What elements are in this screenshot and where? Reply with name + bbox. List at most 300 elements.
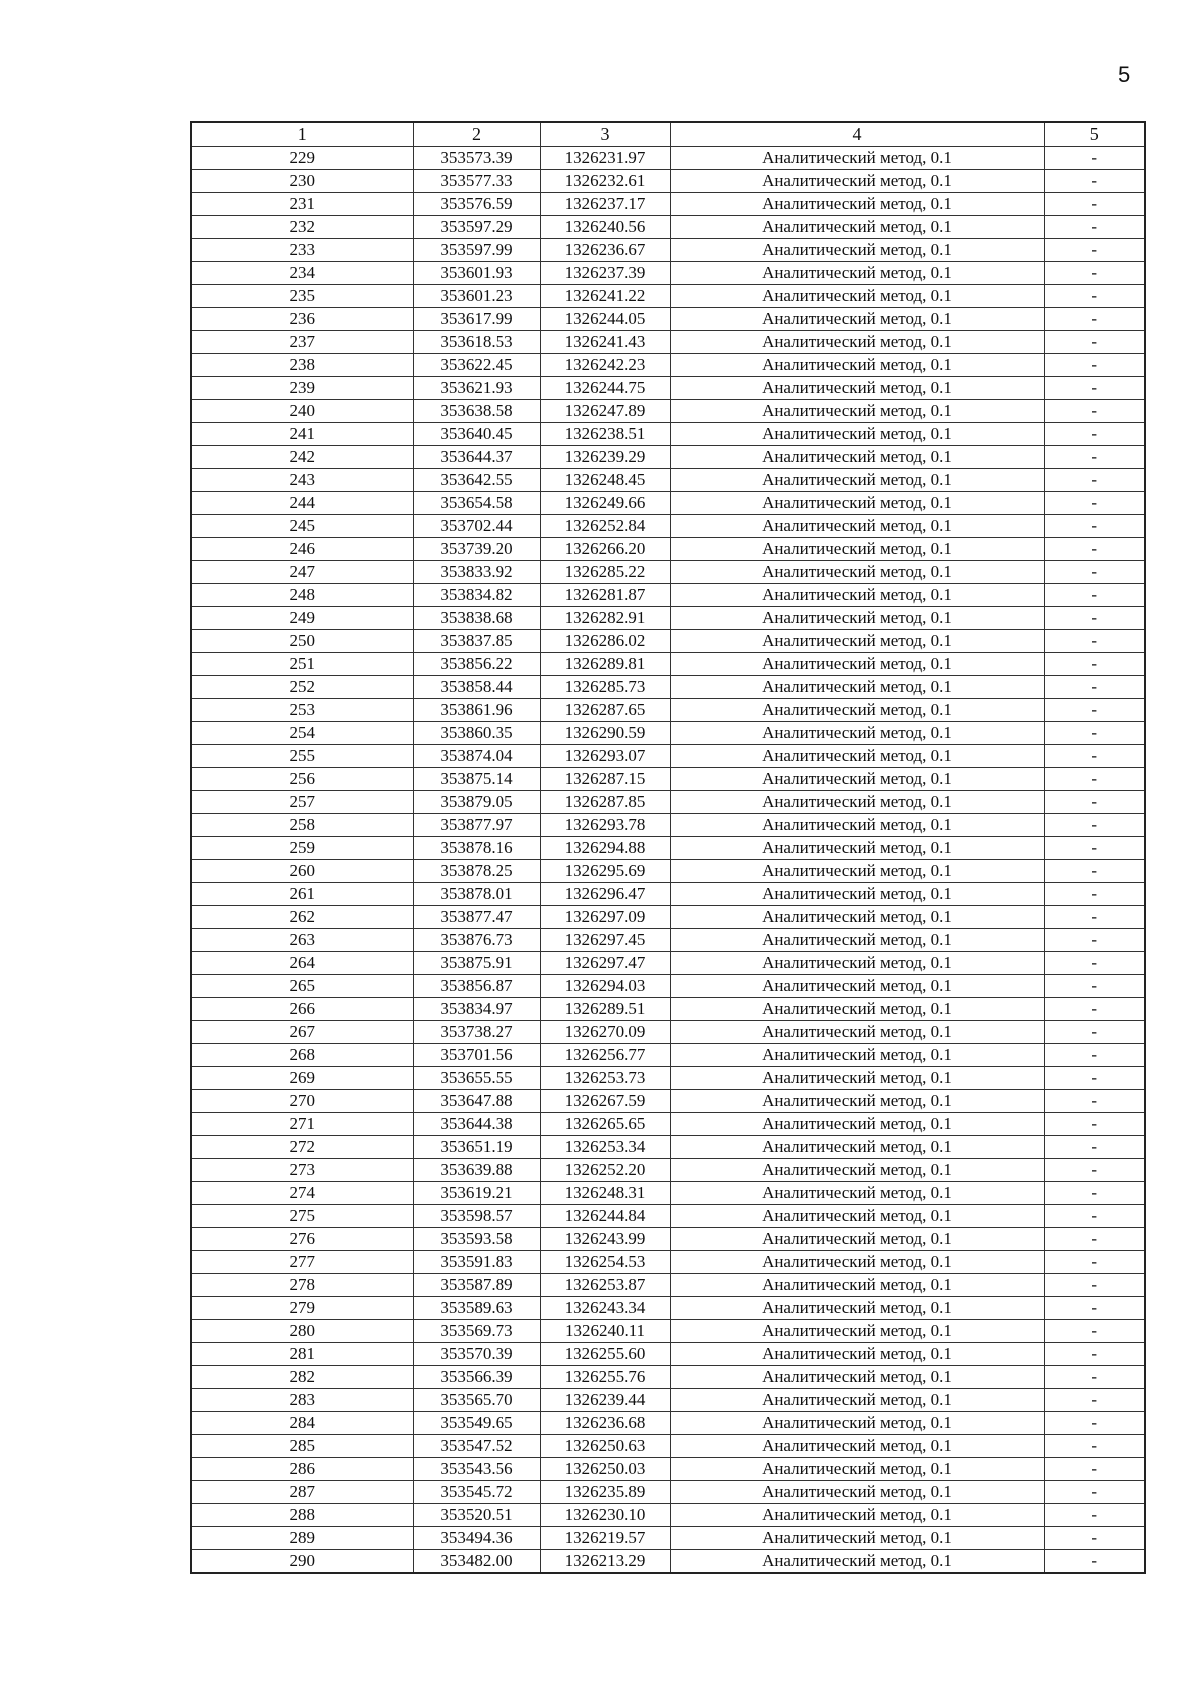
note-cell: - bbox=[1044, 607, 1145, 630]
table-row bbox=[191, 216, 1145, 239]
method-cell: Аналитический метод, 0.1 bbox=[670, 1527, 1044, 1550]
point-number-cell: 253 bbox=[191, 699, 413, 722]
point-number-cell: 256 bbox=[191, 768, 413, 791]
point-number-cell: 267 bbox=[191, 1021, 413, 1044]
point-number-cell: 229 bbox=[191, 147, 413, 170]
point-number-cell: 272 bbox=[191, 1136, 413, 1159]
note-cell: - bbox=[1044, 1113, 1145, 1136]
table-row bbox=[191, 975, 1145, 998]
note-cell: - bbox=[1044, 952, 1145, 975]
point-number-cell: 270 bbox=[191, 1090, 413, 1113]
point-number-cell: 274 bbox=[191, 1182, 413, 1205]
table-row bbox=[191, 1297, 1145, 1320]
x-coordinate-cell: 353639.88 bbox=[413, 1159, 540, 1182]
note-cell: - bbox=[1044, 584, 1145, 607]
table-row bbox=[191, 377, 1145, 400]
y-coordinate-cell: 1326270.09 bbox=[540, 1021, 670, 1044]
x-coordinate-cell: 353738.27 bbox=[413, 1021, 540, 1044]
table-row bbox=[191, 446, 1145, 469]
method-cell: Аналитический метод, 0.1 bbox=[670, 1136, 1044, 1159]
note-cell: - bbox=[1044, 906, 1145, 929]
x-coordinate-cell: 353838.68 bbox=[413, 607, 540, 630]
note-cell: - bbox=[1044, 676, 1145, 699]
y-coordinate-cell: 1326297.47 bbox=[540, 952, 670, 975]
note-cell: - bbox=[1044, 515, 1145, 538]
note-cell: - bbox=[1044, 400, 1145, 423]
table-row bbox=[191, 860, 1145, 883]
note-cell: - bbox=[1044, 1297, 1145, 1320]
point-number-cell: 273 bbox=[191, 1159, 413, 1182]
x-coordinate-cell: 353597.99 bbox=[413, 239, 540, 262]
table-row bbox=[191, 883, 1145, 906]
method-cell: Аналитический метод, 0.1 bbox=[670, 1297, 1044, 1320]
point-number-cell: 235 bbox=[191, 285, 413, 308]
table-row bbox=[191, 1458, 1145, 1481]
note-cell: - bbox=[1044, 722, 1145, 745]
x-coordinate-cell: 353640.45 bbox=[413, 423, 540, 446]
y-coordinate-cell: 1326250.03 bbox=[540, 1458, 670, 1481]
table-row bbox=[191, 1412, 1145, 1435]
x-coordinate-cell: 353861.96 bbox=[413, 699, 540, 722]
table-row bbox=[191, 1090, 1145, 1113]
x-coordinate-cell: 353877.97 bbox=[413, 814, 540, 837]
x-coordinate-cell: 353858.44 bbox=[413, 676, 540, 699]
y-coordinate-cell: 1326286.02 bbox=[540, 630, 670, 653]
y-coordinate-cell: 1326247.89 bbox=[540, 400, 670, 423]
table-row bbox=[191, 1481, 1145, 1504]
x-coordinate-cell: 353647.88 bbox=[413, 1090, 540, 1113]
table-row bbox=[191, 285, 1145, 308]
method-cell: Аналитический метод, 0.1 bbox=[670, 331, 1044, 354]
method-cell: Аналитический метод, 0.1 bbox=[670, 653, 1044, 676]
x-coordinate-cell: 353856.22 bbox=[413, 653, 540, 676]
point-number-cell: 244 bbox=[191, 492, 413, 515]
note-cell: - bbox=[1044, 699, 1145, 722]
method-cell: Аналитический метод, 0.1 bbox=[670, 1481, 1044, 1504]
y-coordinate-cell: 1326244.84 bbox=[540, 1205, 670, 1228]
point-number-cell: 237 bbox=[191, 331, 413, 354]
note-cell: - bbox=[1044, 1504, 1145, 1527]
method-cell: Аналитический метод, 0.1 bbox=[670, 1090, 1044, 1113]
table-row bbox=[191, 1228, 1145, 1251]
x-coordinate-cell: 353543.56 bbox=[413, 1458, 540, 1481]
y-coordinate-cell: 1326239.29 bbox=[540, 446, 670, 469]
point-number-cell: 259 bbox=[191, 837, 413, 860]
note-cell: - bbox=[1044, 1366, 1145, 1389]
method-cell: Аналитический метод, 0.1 bbox=[670, 446, 1044, 469]
table-row bbox=[191, 722, 1145, 745]
table-row bbox=[191, 1113, 1145, 1136]
note-cell: - bbox=[1044, 1205, 1145, 1228]
table-row bbox=[191, 400, 1145, 423]
x-coordinate-cell: 353598.57 bbox=[413, 1205, 540, 1228]
table-row bbox=[191, 262, 1145, 285]
method-cell: Аналитический метод, 0.1 bbox=[670, 1435, 1044, 1458]
method-cell: Аналитический метод, 0.1 bbox=[670, 492, 1044, 515]
point-number-cell: 279 bbox=[191, 1297, 413, 1320]
table-row bbox=[191, 147, 1145, 170]
method-cell: Аналитический метод, 0.1 bbox=[670, 170, 1044, 193]
table-row bbox=[191, 331, 1145, 354]
x-coordinate-cell: 353638.58 bbox=[413, 400, 540, 423]
point-number-cell: 239 bbox=[191, 377, 413, 400]
method-cell: Аналитический метод, 0.1 bbox=[670, 538, 1044, 561]
method-cell: Аналитический метод, 0.1 bbox=[670, 791, 1044, 814]
x-coordinate-cell: 353622.45 bbox=[413, 354, 540, 377]
x-coordinate-cell: 353655.55 bbox=[413, 1067, 540, 1090]
x-coordinate-cell: 353837.85 bbox=[413, 630, 540, 653]
table-row bbox=[191, 1274, 1145, 1297]
table-row bbox=[191, 1182, 1145, 1205]
method-cell: Аналитический метод, 0.1 bbox=[670, 1251, 1044, 1274]
y-coordinate-cell: 1326213.29 bbox=[540, 1550, 670, 1574]
coordinates-table bbox=[190, 121, 1146, 1574]
column-header-5: 5 bbox=[1044, 122, 1145, 147]
note-cell: - bbox=[1044, 1389, 1145, 1412]
y-coordinate-cell: 1326254.53 bbox=[540, 1251, 670, 1274]
method-cell: Аналитический метод, 0.1 bbox=[670, 1320, 1044, 1343]
method-cell: Аналитический метод, 0.1 bbox=[670, 837, 1044, 860]
x-coordinate-cell: 353520.51 bbox=[413, 1504, 540, 1527]
note-cell: - bbox=[1044, 745, 1145, 768]
note-cell: - bbox=[1044, 1320, 1145, 1343]
note-cell: - bbox=[1044, 262, 1145, 285]
note-cell: - bbox=[1044, 561, 1145, 584]
table-row bbox=[191, 676, 1145, 699]
table-row bbox=[191, 745, 1145, 768]
point-number-cell: 260 bbox=[191, 860, 413, 883]
x-coordinate-cell: 353597.29 bbox=[413, 216, 540, 239]
method-cell: Аналитический метод, 0.1 bbox=[670, 1067, 1044, 1090]
method-cell: Аналитический метод, 0.1 bbox=[670, 377, 1044, 400]
method-cell: Аналитический метод, 0.1 bbox=[670, 929, 1044, 952]
method-cell: Аналитический метод, 0.1 bbox=[670, 1044, 1044, 1067]
point-number-cell: 255 bbox=[191, 745, 413, 768]
x-coordinate-cell: 353619.21 bbox=[413, 1182, 540, 1205]
y-coordinate-cell: 1326236.68 bbox=[540, 1412, 670, 1435]
table-row bbox=[191, 791, 1145, 814]
method-cell: Аналитический метод, 0.1 bbox=[670, 1412, 1044, 1435]
y-coordinate-cell: 1326255.76 bbox=[540, 1366, 670, 1389]
method-cell: Аналитический метод, 0.1 bbox=[670, 561, 1044, 584]
point-number-cell: 278 bbox=[191, 1274, 413, 1297]
note-cell: - bbox=[1044, 1136, 1145, 1159]
note-cell: - bbox=[1044, 538, 1145, 561]
note-cell: - bbox=[1044, 170, 1145, 193]
x-coordinate-cell: 353701.56 bbox=[413, 1044, 540, 1067]
x-coordinate-cell: 353874.04 bbox=[413, 745, 540, 768]
point-number-cell: 246 bbox=[191, 538, 413, 561]
note-cell: - bbox=[1044, 1067, 1145, 1090]
method-cell: Аналитический метод, 0.1 bbox=[670, 400, 1044, 423]
point-number-cell: 289 bbox=[191, 1527, 413, 1550]
table-row bbox=[191, 492, 1145, 515]
note-cell: - bbox=[1044, 308, 1145, 331]
point-number-cell: 269 bbox=[191, 1067, 413, 1090]
point-number-cell: 290 bbox=[191, 1550, 413, 1574]
y-coordinate-cell: 1326219.57 bbox=[540, 1527, 670, 1550]
point-number-cell: 252 bbox=[191, 676, 413, 699]
table-row bbox=[191, 906, 1145, 929]
y-coordinate-cell: 1326281.87 bbox=[540, 584, 670, 607]
method-cell: Аналитический метод, 0.1 bbox=[670, 768, 1044, 791]
note-cell: - bbox=[1044, 377, 1145, 400]
y-coordinate-cell: 1326239.44 bbox=[540, 1389, 670, 1412]
method-cell: Аналитический метод, 0.1 bbox=[670, 860, 1044, 883]
method-cell: Аналитический метод, 0.1 bbox=[670, 469, 1044, 492]
method-cell: Аналитический метод, 0.1 bbox=[670, 1274, 1044, 1297]
x-coordinate-cell: 353834.97 bbox=[413, 998, 540, 1021]
note-cell: - bbox=[1044, 883, 1145, 906]
y-coordinate-cell: 1326256.77 bbox=[540, 1044, 670, 1067]
method-cell: Аналитический метод, 0.1 bbox=[670, 262, 1044, 285]
table-row bbox=[191, 561, 1145, 584]
method-cell: Аналитический метод, 0.1 bbox=[670, 745, 1044, 768]
x-coordinate-cell: 353834.82 bbox=[413, 584, 540, 607]
point-number-cell: 264 bbox=[191, 952, 413, 975]
method-cell: Аналитический метод, 0.1 bbox=[670, 1182, 1044, 1205]
y-coordinate-cell: 1326238.51 bbox=[540, 423, 670, 446]
point-number-cell: 262 bbox=[191, 906, 413, 929]
y-coordinate-cell: 1326253.73 bbox=[540, 1067, 670, 1090]
x-coordinate-cell: 353875.14 bbox=[413, 768, 540, 791]
note-cell: - bbox=[1044, 446, 1145, 469]
y-coordinate-cell: 1326290.59 bbox=[540, 722, 670, 745]
y-coordinate-cell: 1326293.07 bbox=[540, 745, 670, 768]
y-coordinate-cell: 1326293.78 bbox=[540, 814, 670, 837]
x-coordinate-cell: 353877.47 bbox=[413, 906, 540, 929]
point-number-cell: 242 bbox=[191, 446, 413, 469]
table-row bbox=[191, 952, 1145, 975]
point-number-cell: 277 bbox=[191, 1251, 413, 1274]
x-coordinate-cell: 353878.16 bbox=[413, 837, 540, 860]
x-coordinate-cell: 353875.91 bbox=[413, 952, 540, 975]
table-row bbox=[191, 1389, 1145, 1412]
point-number-cell: 287 bbox=[191, 1481, 413, 1504]
x-coordinate-cell: 353860.35 bbox=[413, 722, 540, 745]
x-coordinate-cell: 353702.44 bbox=[413, 515, 540, 538]
note-cell: - bbox=[1044, 147, 1145, 170]
note-cell: - bbox=[1044, 1021, 1145, 1044]
point-number-cell: 271 bbox=[191, 1113, 413, 1136]
note-cell: - bbox=[1044, 285, 1145, 308]
method-cell: Аналитический метод, 0.1 bbox=[670, 722, 1044, 745]
note-cell: - bbox=[1044, 975, 1145, 998]
x-coordinate-cell: 353601.23 bbox=[413, 285, 540, 308]
method-cell: Аналитический метод, 0.1 bbox=[670, 699, 1044, 722]
x-coordinate-cell: 353570.39 bbox=[413, 1343, 540, 1366]
y-coordinate-cell: 1326249.66 bbox=[540, 492, 670, 515]
y-coordinate-cell: 1326248.31 bbox=[540, 1182, 670, 1205]
point-number-cell: 275 bbox=[191, 1205, 413, 1228]
y-coordinate-cell: 1326295.69 bbox=[540, 860, 670, 883]
table-row bbox=[191, 538, 1145, 561]
page-number: 5 bbox=[1118, 62, 1131, 87]
note-cell: - bbox=[1044, 1458, 1145, 1481]
y-coordinate-cell: 1326250.63 bbox=[540, 1435, 670, 1458]
method-cell: Аналитический метод, 0.1 bbox=[670, 630, 1044, 653]
x-coordinate-cell: 353739.20 bbox=[413, 538, 540, 561]
y-coordinate-cell: 1326232.61 bbox=[540, 170, 670, 193]
x-coordinate-cell: 353482.00 bbox=[413, 1550, 540, 1574]
table-row bbox=[191, 1527, 1145, 1550]
method-cell: Аналитический метод, 0.1 bbox=[670, 1021, 1044, 1044]
table-row bbox=[191, 423, 1145, 446]
table-row bbox=[191, 193, 1145, 216]
note-cell: - bbox=[1044, 929, 1145, 952]
y-coordinate-cell: 1326255.60 bbox=[540, 1343, 670, 1366]
y-coordinate-cell: 1326265.65 bbox=[540, 1113, 670, 1136]
table-row bbox=[191, 1067, 1145, 1090]
y-coordinate-cell: 1326243.99 bbox=[540, 1228, 670, 1251]
table-row bbox=[191, 814, 1145, 837]
note-cell: - bbox=[1044, 630, 1145, 653]
note-cell: - bbox=[1044, 1550, 1145, 1574]
table-row bbox=[191, 308, 1145, 331]
column-header-4: 4 bbox=[670, 122, 1044, 147]
x-coordinate-cell: 353591.83 bbox=[413, 1251, 540, 1274]
table-row bbox=[191, 1251, 1145, 1274]
note-cell: - bbox=[1044, 193, 1145, 216]
table-row bbox=[191, 929, 1145, 952]
y-coordinate-cell: 1326282.91 bbox=[540, 607, 670, 630]
y-coordinate-cell: 1326236.67 bbox=[540, 239, 670, 262]
table-row bbox=[191, 998, 1145, 1021]
point-number-cell: 254 bbox=[191, 722, 413, 745]
point-number-cell: 280 bbox=[191, 1320, 413, 1343]
y-coordinate-cell: 1326241.22 bbox=[540, 285, 670, 308]
y-coordinate-cell: 1326230.10 bbox=[540, 1504, 670, 1527]
point-number-cell: 240 bbox=[191, 400, 413, 423]
x-coordinate-cell: 353617.99 bbox=[413, 308, 540, 331]
x-coordinate-cell: 353494.36 bbox=[413, 1527, 540, 1550]
point-number-cell: 247 bbox=[191, 561, 413, 584]
y-coordinate-cell: 1326289.81 bbox=[540, 653, 670, 676]
point-number-cell: 261 bbox=[191, 883, 413, 906]
table-row bbox=[191, 1504, 1145, 1527]
note-cell: - bbox=[1044, 653, 1145, 676]
x-coordinate-cell: 353549.65 bbox=[413, 1412, 540, 1435]
point-number-cell: 284 bbox=[191, 1412, 413, 1435]
x-coordinate-cell: 353621.93 bbox=[413, 377, 540, 400]
point-number-cell: 286 bbox=[191, 1458, 413, 1481]
point-number-cell: 288 bbox=[191, 1504, 413, 1527]
note-cell: - bbox=[1044, 1435, 1145, 1458]
column-header-2: 2 bbox=[413, 122, 540, 147]
y-coordinate-cell: 1326294.03 bbox=[540, 975, 670, 998]
method-cell: Аналитический метод, 0.1 bbox=[670, 354, 1044, 377]
x-coordinate-cell: 353642.55 bbox=[413, 469, 540, 492]
point-number-cell: 243 bbox=[191, 469, 413, 492]
x-coordinate-cell: 353651.19 bbox=[413, 1136, 540, 1159]
point-number-cell: 230 bbox=[191, 170, 413, 193]
method-cell: Аналитический метод, 0.1 bbox=[670, 308, 1044, 331]
method-cell: Аналитический метод, 0.1 bbox=[670, 423, 1044, 446]
note-cell: - bbox=[1044, 860, 1145, 883]
method-cell: Аналитический метод, 0.1 bbox=[670, 1504, 1044, 1527]
y-coordinate-cell: 1326240.56 bbox=[540, 216, 670, 239]
table-row bbox=[191, 1136, 1145, 1159]
x-coordinate-cell: 353856.87 bbox=[413, 975, 540, 998]
x-coordinate-cell: 353573.39 bbox=[413, 147, 540, 170]
point-number-cell: 238 bbox=[191, 354, 413, 377]
point-number-cell: 245 bbox=[191, 515, 413, 538]
y-coordinate-cell: 1326235.89 bbox=[540, 1481, 670, 1504]
y-coordinate-cell: 1326237.39 bbox=[540, 262, 670, 285]
x-coordinate-cell: 353589.63 bbox=[413, 1297, 540, 1320]
table-row bbox=[191, 768, 1145, 791]
point-number-cell: 233 bbox=[191, 239, 413, 262]
x-coordinate-cell: 353644.37 bbox=[413, 446, 540, 469]
table-row bbox=[191, 1205, 1145, 1228]
y-coordinate-cell: 1326242.23 bbox=[540, 354, 670, 377]
table-row bbox=[191, 1320, 1145, 1343]
x-coordinate-cell: 353545.72 bbox=[413, 1481, 540, 1504]
note-cell: - bbox=[1044, 1343, 1145, 1366]
method-cell: Аналитический метод, 0.1 bbox=[670, 998, 1044, 1021]
point-number-cell: 232 bbox=[191, 216, 413, 239]
y-coordinate-cell: 1326241.43 bbox=[540, 331, 670, 354]
note-cell: - bbox=[1044, 791, 1145, 814]
table-row bbox=[191, 699, 1145, 722]
method-cell: Аналитический метод, 0.1 bbox=[670, 883, 1044, 906]
x-coordinate-cell: 353587.89 bbox=[413, 1274, 540, 1297]
table-row bbox=[191, 239, 1145, 262]
note-cell: - bbox=[1044, 1182, 1145, 1205]
method-cell: Аналитический метод, 0.1 bbox=[670, 1228, 1044, 1251]
table-row bbox=[191, 1343, 1145, 1366]
note-cell: - bbox=[1044, 492, 1145, 515]
y-coordinate-cell: 1326252.84 bbox=[540, 515, 670, 538]
table-row bbox=[191, 653, 1145, 676]
y-coordinate-cell: 1326296.47 bbox=[540, 883, 670, 906]
table-row bbox=[191, 1550, 1145, 1574]
table-row bbox=[191, 1366, 1145, 1389]
note-cell: - bbox=[1044, 1159, 1145, 1182]
x-coordinate-cell: 353879.05 bbox=[413, 791, 540, 814]
point-number-cell: 276 bbox=[191, 1228, 413, 1251]
y-coordinate-cell: 1326287.85 bbox=[540, 791, 670, 814]
method-cell: Аналитический метод, 0.1 bbox=[670, 1550, 1044, 1574]
note-cell: - bbox=[1044, 469, 1145, 492]
table-row bbox=[191, 469, 1145, 492]
point-number-cell: 234 bbox=[191, 262, 413, 285]
point-number-cell: 250 bbox=[191, 630, 413, 653]
note-cell: - bbox=[1044, 768, 1145, 791]
x-coordinate-cell: 353577.33 bbox=[413, 170, 540, 193]
column-header-1: 1 bbox=[191, 122, 413, 147]
note-cell: - bbox=[1044, 1090, 1145, 1113]
note-cell: - bbox=[1044, 998, 1145, 1021]
x-coordinate-cell: 353569.73 bbox=[413, 1320, 540, 1343]
y-coordinate-cell: 1326252.20 bbox=[540, 1159, 670, 1182]
point-number-cell: 258 bbox=[191, 814, 413, 837]
table-row bbox=[191, 354, 1145, 377]
table-row bbox=[191, 630, 1145, 653]
y-coordinate-cell: 1326231.97 bbox=[540, 147, 670, 170]
method-cell: Аналитический метод, 0.1 bbox=[670, 1366, 1044, 1389]
point-number-cell: 236 bbox=[191, 308, 413, 331]
x-coordinate-cell: 353878.01 bbox=[413, 883, 540, 906]
table-row bbox=[191, 1021, 1145, 1044]
note-cell: - bbox=[1044, 239, 1145, 262]
point-number-cell: 265 bbox=[191, 975, 413, 998]
x-coordinate-cell: 353593.58 bbox=[413, 1228, 540, 1251]
note-cell: - bbox=[1044, 423, 1145, 446]
table-row bbox=[191, 584, 1145, 607]
table-row bbox=[191, 1159, 1145, 1182]
y-coordinate-cell: 1326285.73 bbox=[540, 676, 670, 699]
